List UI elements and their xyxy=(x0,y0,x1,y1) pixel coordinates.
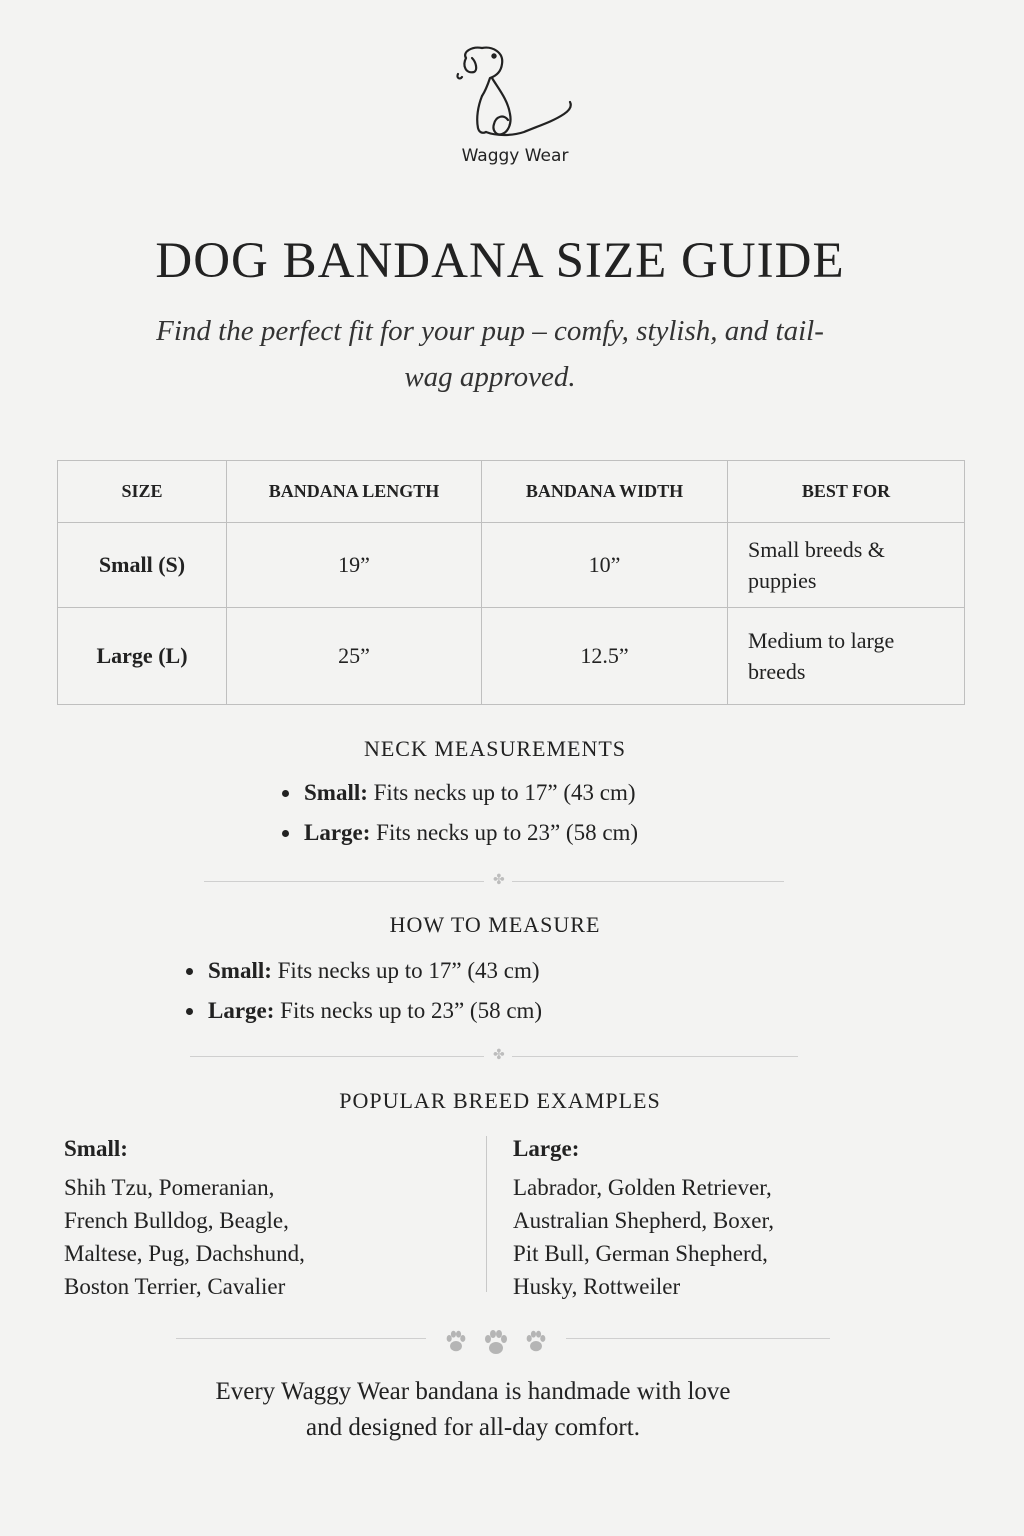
breed-line: Maltese, Pug, Dachshund, xyxy=(64,1241,305,1266)
best-for-cell: Medium to large breeds xyxy=(728,608,965,705)
breeds-section-title: POPULAR BREED EXAMPLES xyxy=(339,1088,661,1113)
item-text: Fits necks up to 17” (43 cm) xyxy=(367,780,636,805)
column-header: BEST FOR xyxy=(728,461,965,523)
divider-line xyxy=(190,1056,484,1057)
paw-print-icon xyxy=(440,1324,552,1358)
large-breeds-column xyxy=(513,1132,774,1303)
brand-name: Waggy Wear xyxy=(461,146,569,166)
divider-line xyxy=(512,1056,798,1057)
small-breeds-heading: Small: xyxy=(64,1136,128,1161)
breed-line: Pit Bull, German Shepherd, xyxy=(513,1241,768,1266)
size-cell: Large (L) xyxy=(58,608,227,705)
small-breeds-column xyxy=(64,1132,305,1303)
divider-line xyxy=(176,1338,426,1339)
breed-line: Boston Terrier, Cavalier xyxy=(64,1274,286,1299)
size-table xyxy=(57,460,965,705)
column-header: BANDANA WIDTH xyxy=(482,461,728,523)
item-label: Large: xyxy=(304,820,371,845)
item-label: Small: xyxy=(208,958,272,983)
dog-outline-icon xyxy=(452,44,582,144)
width-cell: 12.5” xyxy=(482,608,728,705)
column-header: BANDANA LENGTH xyxy=(227,461,482,523)
item-text: Fits necks up to 23” (58 cm) xyxy=(274,998,543,1023)
page-title: DOG BANDANA SIZE GUIDE xyxy=(155,233,845,289)
column-header: SIZE xyxy=(58,461,227,523)
clover-icon: ✤ xyxy=(493,873,505,888)
column-divider xyxy=(486,1136,487,1292)
item-label: Small: xyxy=(304,780,368,805)
table-row xyxy=(58,608,965,705)
divider-line xyxy=(204,881,484,882)
footer-line: Every Waggy Wear bandana is handmade with love xyxy=(215,1378,731,1405)
length-cell: 19” xyxy=(227,523,482,608)
table-header-row xyxy=(58,461,965,523)
length-cell: 25” xyxy=(227,608,482,705)
list-item xyxy=(278,818,638,858)
width-cell: 10” xyxy=(482,523,728,608)
measure-section-title: HOW TO MEASURE xyxy=(389,912,601,937)
list-item xyxy=(182,956,542,996)
divider-line xyxy=(566,1338,830,1339)
item-text: Fits necks up to 17” (43 cm) xyxy=(271,958,540,983)
large-breeds-heading: Large: xyxy=(513,1136,580,1161)
footer-note xyxy=(100,1374,846,1446)
footer-line: and designed for all-day comfort. xyxy=(306,1414,640,1441)
neck-section-title: NECK MEASUREMENTS xyxy=(363,736,627,761)
measure-list xyxy=(182,956,542,1036)
breed-line: Shih Tzu, Pomeranian, xyxy=(64,1175,275,1200)
divider-line xyxy=(512,881,784,882)
table-row xyxy=(58,523,965,608)
page-subtitle: Find the perfect fit for your pup – comfy, stylish, and tail-wag approved. xyxy=(156,315,824,393)
best-for-cell: Small breeds & puppies xyxy=(728,523,965,608)
list-item xyxy=(182,996,542,1036)
neck-list xyxy=(278,778,638,858)
breed-line: Labrador, Golden Retriever, xyxy=(513,1175,772,1200)
item-text: Fits necks up to 23” (58 cm) xyxy=(370,820,639,845)
breed-line: Australian Shepherd, Boxer, xyxy=(513,1208,774,1233)
breed-line: French Bulldog, Beagle, xyxy=(64,1208,289,1233)
breed-line: Husky, Rottweiler xyxy=(513,1274,681,1299)
clover-icon: ✤ xyxy=(493,1048,505,1063)
size-cell: Small (S) xyxy=(58,523,227,608)
item-label: Large: xyxy=(208,998,275,1023)
list-item xyxy=(278,778,638,818)
